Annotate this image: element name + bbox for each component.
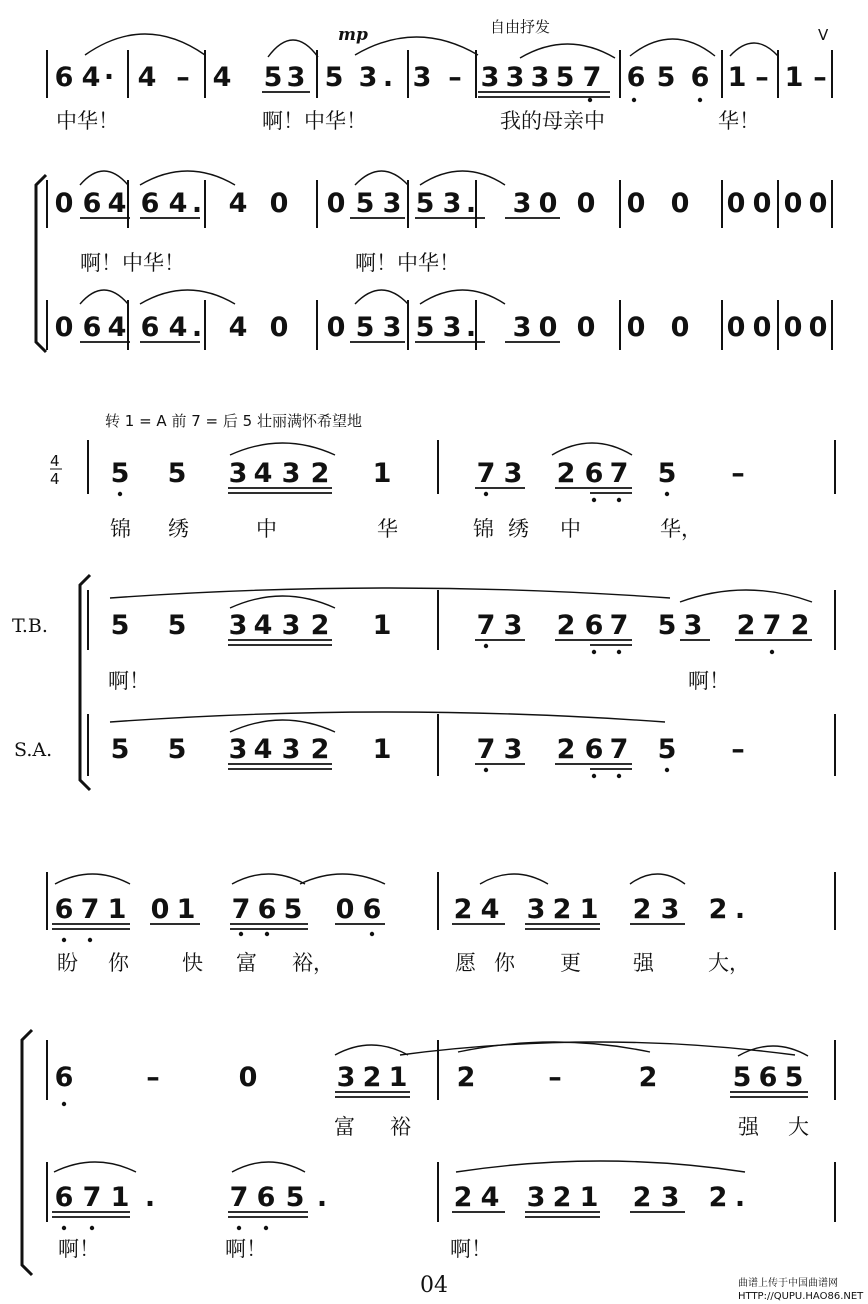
note: 2 [556,458,576,489]
slur [54,1162,136,1172]
slur [85,34,205,55]
lyric: 强 [633,951,654,975]
note: 7 [80,894,100,925]
note: 4 [253,610,273,641]
note: 5 [657,458,677,489]
octave-dot [88,938,92,942]
note: 7 [229,1182,249,1213]
note: 7 [582,62,602,93]
octave-dot [265,932,269,936]
note: 0 [626,312,646,343]
lyric: 中华！ [56,109,119,133]
note: 5 [283,894,303,925]
lyric: 华， [660,517,702,541]
slur [738,1046,808,1056]
note: 0 [238,1062,258,1093]
octave-dot [90,1226,94,1230]
note: 0 [269,312,289,343]
lyric: 大 [788,1115,809,1139]
note: 5 [355,188,375,219]
note: 3 [412,62,432,93]
note: 1 [107,894,127,925]
slur [630,39,715,56]
note: 5 [415,312,435,343]
note: 6 [140,188,160,219]
note: 4 [253,458,273,489]
note: 2 [362,1062,382,1093]
note: 6 [257,894,277,925]
note: 3 [336,1062,356,1093]
note: 6 [82,312,102,343]
octave-dot [370,932,374,936]
note: 3 [660,894,680,925]
note: 6 [584,458,604,489]
lyric: 中 [256,517,277,541]
note: 3 [382,188,402,219]
note: 6 [54,1062,74,1093]
score-content [22,34,835,1275]
octave-dot [592,650,596,654]
note: 4 [168,312,188,343]
lyric: 中 [560,517,581,541]
note: – [146,1062,160,1093]
note: – [731,734,745,765]
note: 1 [579,1182,599,1213]
note: . [465,188,477,219]
note: 3 [281,458,301,489]
note: 3 [683,610,703,641]
note: 5 [110,458,130,489]
lyric: 更 [560,951,581,975]
note: 2 [556,734,576,765]
note: 1 [579,894,599,925]
note: 7 [762,610,782,641]
note: . [465,312,477,343]
staff-label-tb: T.B. [12,615,48,637]
note: 0 [335,894,355,925]
watermark-line1: 曲谱上传于中国曲谱网 [738,1278,838,1289]
note: 5 [415,188,435,219]
slur [232,874,305,884]
note: 4 [228,188,248,219]
expression-marking: 自由抒发 [490,18,551,36]
note: 3 [503,610,523,641]
octave-dot [484,492,488,496]
lyric: 我的母亲中 [500,109,605,133]
note: 3 [442,312,462,343]
note: 4 [81,62,101,93]
note: 2 [556,610,576,641]
page-number: 04 [420,1273,448,1298]
note: 6 [584,734,604,765]
slur [420,290,505,304]
note: 7 [476,734,496,765]
note: . [382,62,394,93]
chorus-bracket [22,1030,32,1275]
slur [355,290,408,304]
note: 5 [167,458,187,489]
slur [730,43,778,56]
note: 0 [783,312,803,343]
slur [355,171,408,185]
note: 3 [358,62,378,93]
note: 4 [168,188,188,219]
octave-dot [484,768,488,772]
lyric: 啊！中华！ [355,251,460,275]
note: · [103,62,115,93]
note: 0 [538,188,558,219]
note: 0 [670,188,690,219]
note: 7 [609,610,629,641]
slur [110,712,665,722]
lyric: 裕 [390,1115,411,1139]
chorus-bracket [36,175,46,352]
note: 4 [212,62,232,93]
note: 3 [228,458,248,489]
note: . [191,188,203,219]
note: 4 [228,312,248,343]
note: 0 [269,188,289,219]
octave-dot [632,98,636,102]
note: 6 [140,312,160,343]
lyric: 啊！ [450,1237,492,1261]
octave-dot [484,644,488,648]
note: 7 [476,458,496,489]
lyric: 盼 [57,951,78,975]
note: 4 [137,62,157,93]
note: – [813,62,827,93]
note: . [144,1182,156,1213]
note: 6 [82,188,102,219]
slur [230,596,335,608]
note: 3 [505,62,525,93]
time-signature-top: 4 [50,452,60,470]
lyric: 锦 [110,517,131,541]
note: 4 [253,734,273,765]
slur [520,44,615,58]
note: 2 [708,894,728,925]
note: 0 [752,312,772,343]
octave-dot [264,1226,268,1230]
octave-dot [62,1226,66,1230]
note: 4 [480,1182,500,1213]
note: 2 [790,610,810,641]
lyric: 你 [108,951,129,975]
note: 0 [808,312,828,343]
note: 3 [442,188,462,219]
lyric: 富 [334,1115,355,1139]
note: 2 [632,1182,652,1213]
slur [55,874,130,884]
note: 5 [263,62,283,93]
note: 3 [503,734,523,765]
octave-dot [237,1226,241,1230]
note: 0 [150,894,170,925]
system-3 [22,872,835,1275]
note: 3 [281,610,301,641]
note: 3 [228,734,248,765]
note: . [734,894,746,925]
note: 3 [281,734,301,765]
note: – [176,62,190,93]
lyric: 绣 [508,517,529,541]
slur [80,171,128,185]
note: 2 [310,458,330,489]
slur [110,588,670,598]
lyric: 啊！ [58,1237,100,1261]
slur [335,1045,408,1055]
note: 5 [784,1062,804,1093]
lyric: 富 [236,951,257,975]
note: 3 [526,894,546,925]
note: 0 [726,312,746,343]
lyric: 绣 [168,517,189,541]
lyric: 愿 [455,951,476,975]
note: 5 [555,62,575,93]
lyric: 啊！ [688,669,730,693]
slur [268,40,318,57]
note: 2 [310,610,330,641]
note: 2 [632,894,652,925]
note: 0 [326,312,346,343]
octave-dot [118,492,122,496]
slur [458,1042,650,1052]
note: 5 [732,1062,752,1093]
note: 0 [670,312,690,343]
slur [552,443,632,455]
slur [355,37,478,55]
slur [680,590,812,602]
key-change-marking: 转 1 = A 前 7 = 后 5 壮丽满怀希望地 [105,412,362,430]
octave-dot [770,650,774,654]
note: . [316,1182,328,1213]
lyric: 啊！中华！ [262,109,367,133]
breath-mark: V [818,26,829,44]
note: 3 [286,62,306,93]
octave-dot [592,774,596,778]
time-signature-bottom: 4 [50,470,60,488]
note: 5 [285,1182,305,1213]
note: 1 [110,1182,130,1213]
slur [300,874,385,884]
note: 0 [752,188,772,219]
note: 6 [690,62,710,93]
note: 2 [453,894,473,925]
note: 0 [626,188,646,219]
note: 0 [576,312,596,343]
octave-dot [239,932,243,936]
note: 2 [453,1182,473,1213]
note: 2 [310,734,330,765]
note: 4 [480,894,500,925]
note: 4 [107,312,127,343]
note: – [448,62,462,93]
note: 6 [626,62,646,93]
note: 6 [758,1062,778,1093]
note: 5 [110,734,130,765]
note: 0 [726,188,746,219]
system-1 [36,50,832,352]
system-2 [80,440,835,790]
note: 2 [708,1182,728,1213]
note: 3 [480,62,500,93]
note: 3 [512,188,532,219]
note: 7 [609,734,629,765]
note: 3 [512,312,532,343]
note: 2 [736,610,756,641]
lyric: 锦 [473,517,494,541]
slur [80,290,128,304]
note: 7 [231,894,251,925]
watermark-line2: HTTP://QUPU.HAO86.NET [738,1291,864,1302]
lyric: 华 [377,517,398,541]
note: 0 [576,188,596,219]
note: 3 [526,1182,546,1213]
slur [456,1161,745,1172]
note: 1 [372,734,392,765]
lyric: 你 [494,951,515,975]
note: 5 [167,734,187,765]
staff-label-sa: S.A. [14,739,53,761]
note: 4 [107,188,127,219]
note: – [731,458,745,489]
note: . [734,1182,746,1213]
note: 0 [783,188,803,219]
octave-dot [617,650,621,654]
octave-dot [592,498,596,502]
note: 6 [256,1182,276,1213]
note: 6 [584,610,604,641]
note: . [191,312,203,343]
lyric: 啊！中华！ [80,251,185,275]
slur [140,171,235,185]
slur [420,171,505,185]
note: 3 [660,1182,680,1213]
slur [140,290,235,304]
octave-dot [62,938,66,942]
note: 1 [727,62,747,93]
lyric: 啊！ [225,1237,267,1261]
slur [230,720,335,732]
note: 6 [54,62,74,93]
note: 1 [372,610,392,641]
note: 2 [552,1182,572,1213]
octave-dot [588,98,592,102]
note: 2 [456,1062,476,1093]
octave-dot [698,98,702,102]
octave-dot [665,492,669,496]
note: 3 [382,312,402,343]
slur [232,1162,305,1172]
note: 5 [324,62,344,93]
slur [630,874,685,884]
note: 2 [552,894,572,925]
note: 6 [54,894,74,925]
note: 5 [656,62,676,93]
note: 5 [167,610,187,641]
note: 1 [388,1062,408,1093]
octave-dot [62,1102,66,1106]
note: 6 [362,894,382,925]
slur [480,874,548,884]
note: 2 [638,1062,658,1093]
note: – [548,1062,562,1093]
note: – [755,62,769,93]
note: 7 [82,1182,102,1213]
lyric: 华！ [718,109,760,133]
lyric: 啊！ [108,669,150,693]
lyric: 强 [738,1115,759,1139]
octave-dot [665,768,669,772]
lyric: 裕， [292,951,334,975]
octave-dot [617,774,621,778]
note: 6 [54,1182,74,1213]
note: 0 [54,188,74,219]
dynamic-marking: mp [338,25,368,45]
note: 0 [538,312,558,343]
note: 7 [609,458,629,489]
note: 5 [355,312,375,343]
note: 0 [54,312,74,343]
note: 0 [326,188,346,219]
note: 1 [372,458,392,489]
note: 1 [176,894,196,925]
lyric: 快 [182,951,203,975]
note: 3 [228,610,248,641]
note: 5 [110,610,130,641]
lyric: 大， [708,951,750,975]
note: 5 [657,734,677,765]
note: 0 [808,188,828,219]
slur [230,443,335,455]
octave-dot [617,498,621,502]
note: 3 [503,458,523,489]
note: 3 [530,62,550,93]
note: 1 [784,62,804,93]
note: 7 [476,610,496,641]
note: 5 [657,610,677,641]
